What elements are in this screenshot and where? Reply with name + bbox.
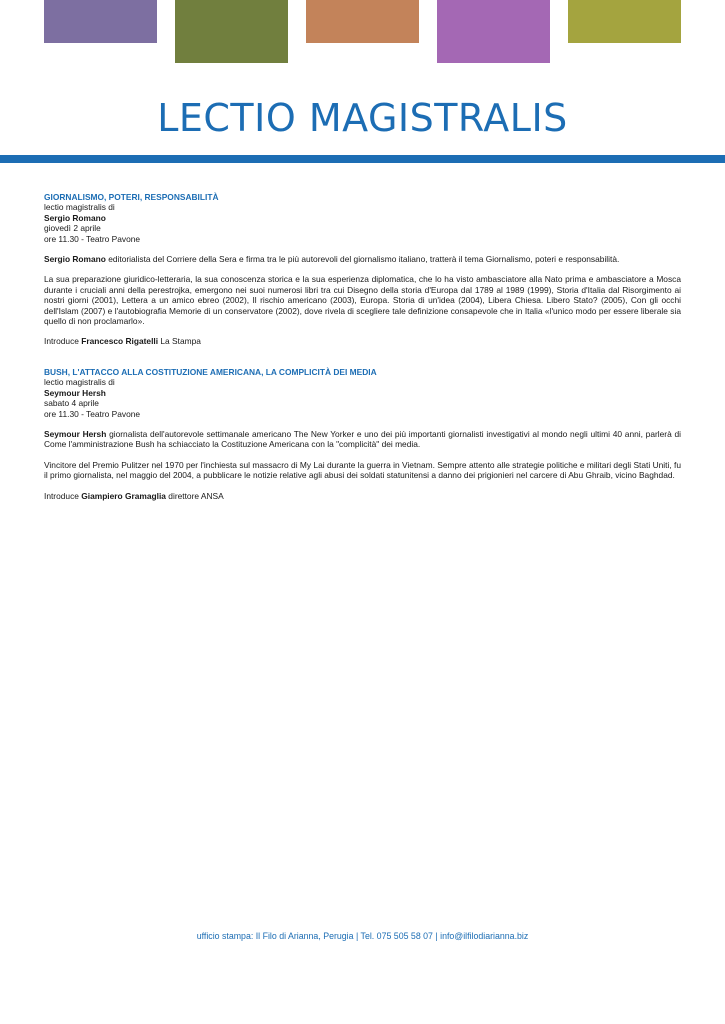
event-date: giovedì 2 aprile [44,223,101,234]
event-paragraph-1 [44,429,681,450]
event-time-place: ore 11.30 - Teatro Pavone [44,233,141,244]
event-time-place: ore 11.30 - Teatro Pavone [44,408,141,419]
event-heading: BUSH, L'ATTACCO ALLA COSTITUZIONE AMERICANA, LA COMPLICITÀ DEI MEDIA [44,366,377,377]
swatch-olive [175,0,288,63]
swatch-khaki [568,0,681,43]
footer-contact: ufficio stampa: Il Filo di Arianna, Perugia | Tel. 075 505 58 07 | info@ilfilodiarianna.biz [196,931,529,941]
event-section [44,367,681,501]
intro-affiliation: La Stampa [158,336,201,347]
speaker-name: Seymour Hersh [44,428,107,439]
intro-affiliation: direttore ANSA [165,490,224,501]
event-speaker: Seymour Hersh [44,387,106,398]
paragraph-text: giornalista dell'autorevole settimanale americano The New Yorker e uno dei più importanti giornalisti investigativi al mondo negli ultimi 40 anni, parlerà di Come l'amministrazione Bush ha schiacciato la Costituzione Americana con la "complicità" dei media. [44,428,682,450]
event-speaker: Sergio Romano [44,212,106,223]
speaker-name: Sergio Romano [44,254,106,265]
title-rule [0,155,725,163]
event-introducer [44,336,681,346]
swatch-orange [306,0,419,43]
event-introducer [44,491,681,501]
event-date: sabato 4 aprile [44,398,99,409]
event-paragraph-2: La sua preparazione giuridico-letteraria, la sua conoscenza storica e la sua esperienza diplomatica, che lo ha visto ambasciatore alla Nato prima e ambasciatore a Mosca durante i cruciali anni della perestrojka, emergono nei suoi numerosi libri tra cui Disegno della storia d'Europa dal 1789 al 1989 (1999), Storia d'Italia dal Risorgimento ai nostri giorni (2001), Lettera a un amico ebreo (2002), Il rischio americano (2003), Europa. Storia di un'idea (2004), Libera Chiesa. Libero Stato? (2005), Con gli occhi dell'Islam (2007) e l'autobiografia Memorie di un conservatore (2002), dove rivela di scegliere tale definizione consapevole che in Italia «l'unico modo per essere liberale sia quello di non proclamarlo». [44,274,681,327]
intro-name: Francesco Rigatelli [81,336,159,347]
event-type: lectio magistralis di [44,202,115,213]
intro-name: Giampiero Gramaglia [81,490,166,501]
event-type: lectio magistralis di [44,377,115,388]
event-section [44,192,681,347]
swatch-purple [44,0,157,43]
page-title: LECTIO MAGISTRALIS [157,96,568,140]
event-paragraph-2: Vincitore del Premio Pulitzer nel 1970 per l'inchiesta sul massacro di My Lai durante la guerra in Vietnam. Sempre attento alle strategie politiche e militari degli Stati Uniti, fu il primo giornalista, nel maggio del 2004, a pubblicare le notizie relative agli abusi dei soldati statunitensi a danno dei prigionieri nel carcere di Abu Ghraib, vicino Baghdad. [44,459,681,481]
main-content [44,192,681,501]
intro-label: Introduce [44,490,82,501]
intro-label: Introduce [44,336,82,347]
event-paragraph-1 [44,254,681,264]
event-heading: GIORNALISMO, POTERI, RESPONSABILITÀ [44,192,219,202]
swatch-violet [437,0,550,63]
paragraph-text: editorialista del Corriere della Sera e firma tra le più autorevoli del giornalismo italiano, tratterà il tema Giornalismo, poteri e responsabilità. [105,254,620,265]
